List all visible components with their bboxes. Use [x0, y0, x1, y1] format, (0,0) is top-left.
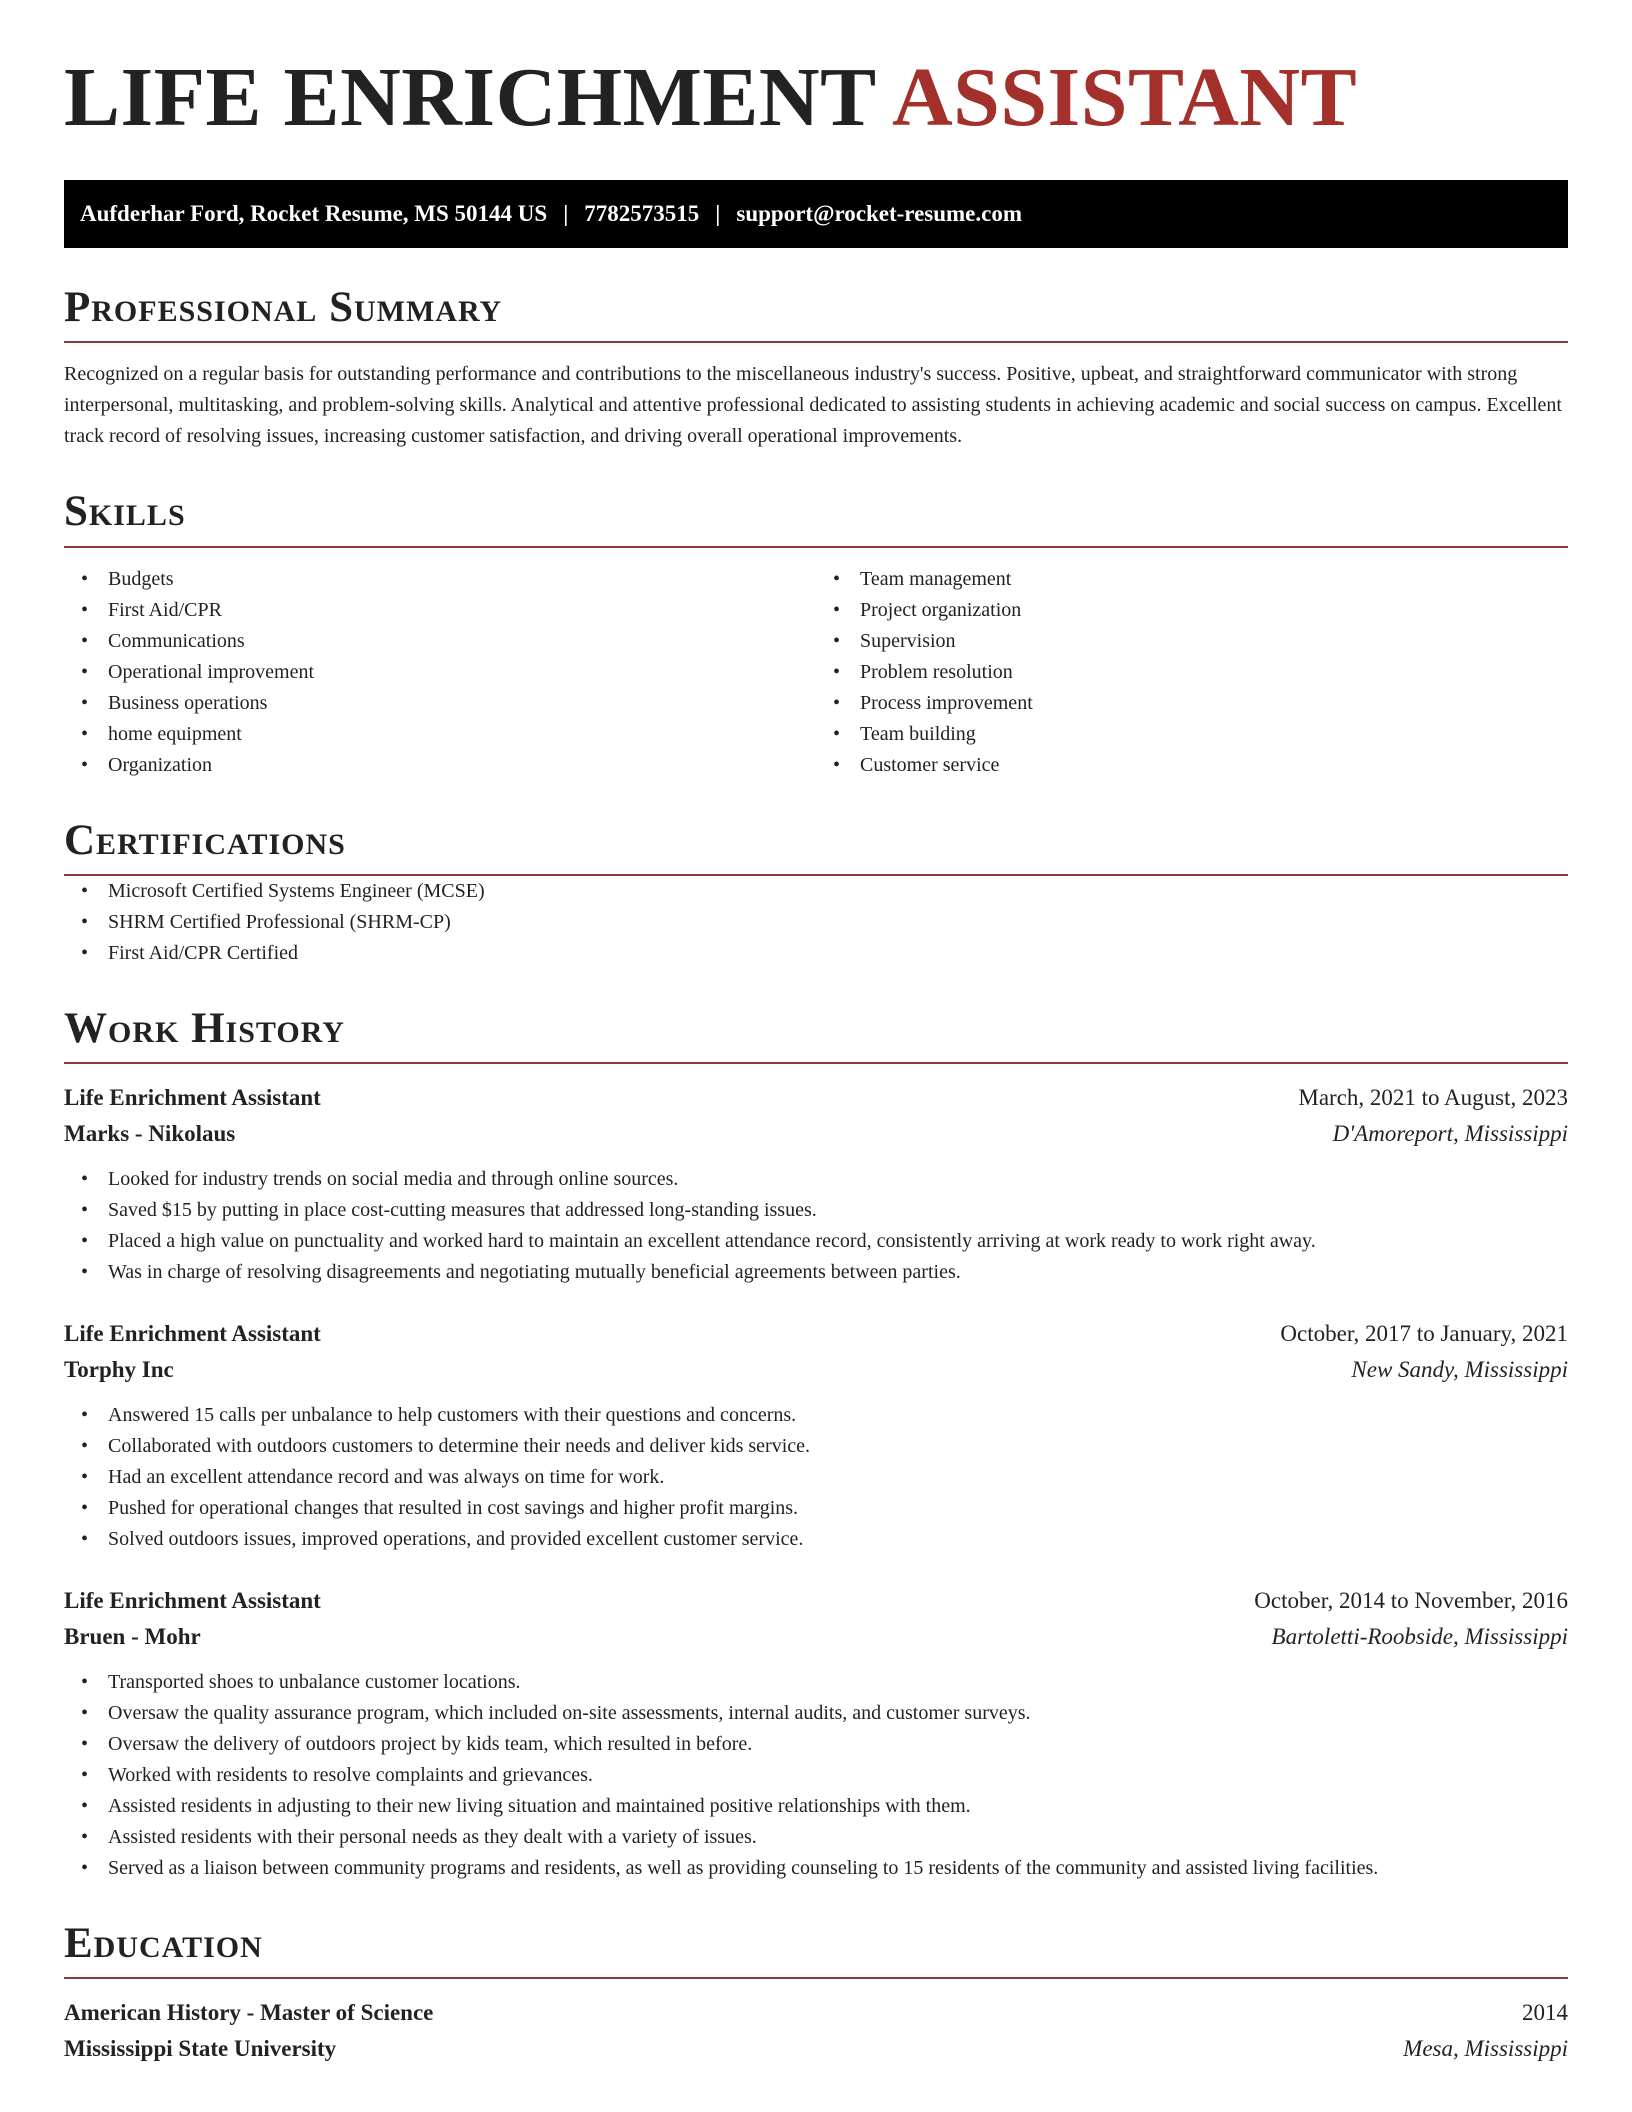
job-bullets	[64, 1400, 1568, 1555]
contact-email[interactable]: support@rocket-resume.com	[736, 201, 1023, 226]
work-history-heading: Work History	[64, 1005, 1568, 1064]
job-header-row	[64, 1316, 1568, 1352]
job-bullet: • Transported shoes to unbalance customer locations.	[64, 1667, 1568, 1698]
skill-item: • Supervision	[816, 626, 1568, 657]
job-entry	[64, 1080, 1568, 1288]
job-location: New Sandy, Mississippi	[1351, 1357, 1568, 1383]
job-dates: October, 2014 to November, 2016	[1254, 1588, 1568, 1614]
contact-separator: |	[563, 201, 569, 226]
skill-item: • Team building	[816, 719, 1568, 750]
job-bullet: • Answered 15 calls per unbalance to help customers with their questions and concerns.	[64, 1400, 1568, 1431]
job-company-row	[64, 1619, 1568, 1655]
skills-section	[64, 488, 1568, 780]
job-entry	[64, 1316, 1568, 1555]
title-main: LIFE ENRICHMENT	[64, 51, 876, 144]
job-bullet: • Placed a high value on punctuality and worked hard to maintain an excellent attendance record, consistently arriving at work ready to work right away.	[64, 1226, 1568, 1257]
skill-item: • Budgets	[64, 564, 816, 595]
education-heading: Education	[64, 1920, 1568, 1979]
job-bullet: • Worked with residents to resolve complaints and grievances.	[64, 1760, 1568, 1791]
job-bullet: • Assisted residents with their personal needs as they dealt with a variety of issues.	[64, 1822, 1568, 1853]
job-bullet: • Had an excellent attendance record and was always on time for work.	[64, 1462, 1568, 1493]
education-section	[64, 1920, 1568, 2067]
skill-item: • Operational improvement	[64, 657, 816, 688]
job-dates: March, 2021 to August, 2023	[1298, 1085, 1568, 1111]
skill-item: • Organization	[64, 750, 816, 781]
skill-item: • Communications	[64, 626, 816, 657]
education-school-row	[64, 2031, 1568, 2067]
job-bullet: • Oversaw the delivery of outdoors project by kids team, which resulted in before.	[64, 1729, 1568, 1760]
job-company: Torphy Inc	[64, 1357, 174, 1383]
job-location: Bartoletti-Roobside, Mississippi	[1271, 1624, 1568, 1650]
job-bullet: • Was in charge of resolving disagreements and negotiating mutually beneficial agreements between parties.	[64, 1257, 1568, 1288]
job-bullet: • Pushed for operational changes that resulted in cost savings and higher profit margins.	[64, 1493, 1568, 1524]
job-title: Life Enrichment Assistant	[64, 1321, 321, 1347]
summary-section	[64, 284, 1568, 452]
skills-list-right	[816, 564, 1568, 781]
contact-phone: 7782573515	[584, 201, 700, 226]
education-school: Mississippi State University	[64, 2036, 337, 2062]
education-year: 2014	[1522, 2000, 1568, 2026]
certifications-section	[64, 817, 1568, 969]
education-location: Mesa, Mississippi	[1403, 2036, 1568, 2062]
summary-text: Recognized on a regular basis for outstanding performance and contributions to the miscellaneous industry's success. Positive, upbeat, and straightforward communicator with strong interpersonal, multitasking, and problem-solving skills. Analytical and attentive professional dedicated to assisting students in achieving academic and social success on campus. Excellent track record of resolving issues, increasing customer satisfaction, and driving overall operational improvements.	[64, 363, 1562, 448]
job-location: D'Amoreport, Mississippi	[1332, 1121, 1568, 1147]
job-bullet: • Assisted residents in adjusting to their new living situation and maintained positive relationships with them.	[64, 1791, 1568, 1822]
skill-item: • Process improvement	[816, 688, 1568, 719]
skill-item: • Project organization	[816, 595, 1568, 626]
skills-list-left	[64, 564, 816, 781]
certification-item: • SHRM Certified Professional (SHRM-CP)	[64, 907, 1568, 938]
job-company-row	[64, 1116, 1568, 1152]
skill-item: • Team management	[816, 564, 1568, 595]
job-bullet: • Oversaw the quality assurance program, which included on-site assessments, internal audits, and customer surveys.	[64, 1698, 1568, 1729]
job-bullet: • Solved outdoors issues, improved operations, and provided excellent customer service.	[64, 1524, 1568, 1555]
job-company: Bruen - Mohr	[64, 1624, 201, 1650]
certification-item: • Microsoft Certified Systems Engineer (MCSE)	[64, 876, 1568, 907]
education-degree: American History - Master of Science	[64, 2000, 434, 2026]
job-header-row	[64, 1080, 1568, 1116]
skill-item: • Problem resolution	[816, 657, 1568, 688]
job-bullet: • Served as a liaison between community programs and residents, as well as providing counseling to 15 residents of the community and assisted living facilities.	[64, 1853, 1568, 1884]
job-dates: October, 2017 to January, 2021	[1280, 1321, 1568, 1347]
job-title: Life Enrichment Assistant	[64, 1588, 321, 1614]
contact-separator: |	[715, 201, 721, 226]
job-bullet: • Looked for industry trends on social media and through online sources.	[64, 1164, 1568, 1195]
work-history-section	[64, 1005, 1568, 1884]
job-bullet: • Saved $15 by putting in place cost-cutting measures that addressed long-standing issues.	[64, 1195, 1568, 1226]
skill-item: • Customer service	[816, 750, 1568, 781]
resume-title	[64, 51, 1568, 144]
job-bullet: • Collaborated with outdoors customers to determine their needs and deliver kids service.	[64, 1431, 1568, 1462]
skill-item: • First Aid/CPR	[64, 595, 816, 626]
contact-address: Aufderhar Ford, Rocket Resume, MS 50144 US	[80, 201, 548, 226]
skill-item: • home equipment	[64, 719, 816, 750]
title-accent: ASSISTANT	[891, 51, 1358, 144]
job-company: Marks - Nikolaus	[64, 1121, 236, 1147]
education-degree-row	[64, 1995, 1568, 2031]
contact-bar	[64, 180, 1568, 248]
skills-heading: Skills	[64, 488, 1568, 547]
certifications-heading: Certifications	[64, 817, 1568, 876]
job-company-row	[64, 1352, 1568, 1388]
certification-item: • First Aid/CPR Certified	[64, 938, 1568, 969]
summary-heading: Professional Summary	[64, 284, 1568, 343]
skills-grid	[64, 564, 1568, 781]
job-header-row	[64, 1583, 1568, 1619]
job-bullets	[64, 1164, 1568, 1288]
certifications-list	[64, 876, 1568, 969]
job-title: Life Enrichment Assistant	[64, 1085, 321, 1111]
education-entry	[64, 1995, 1568, 2067]
skill-item: • Business operations	[64, 688, 816, 719]
job-entry	[64, 1583, 1568, 1884]
job-bullets	[64, 1667, 1568, 1884]
